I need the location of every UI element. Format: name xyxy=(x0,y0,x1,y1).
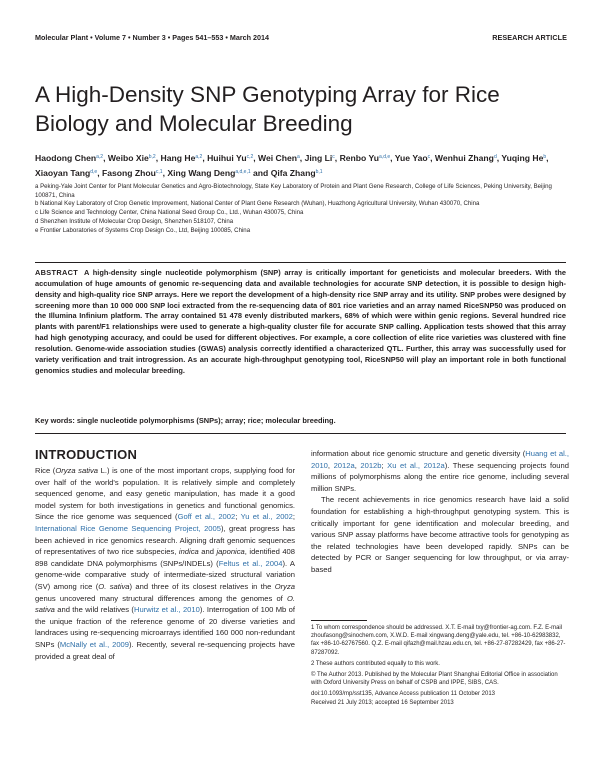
author-affiliation-marker[interactable]: c,2 xyxy=(246,154,254,160)
author-affiliation-marker[interactable]: a,2 xyxy=(96,154,104,160)
author-separator: , xyxy=(546,153,549,163)
body-text: ; xyxy=(292,512,295,522)
italic-term: O. sativa xyxy=(98,581,130,591)
author-name: Yue Yao xyxy=(394,153,428,163)
author-name: Weibo Xie xyxy=(107,153,149,163)
affiliation-a: a Peking-Yale Joint Center for Plant Molecular Genetics and Agro-Biotechnology, State Key Laboratory of Protein and Plant Gene Research, College of Life Sciences, Peking University, Beijing 100871, China xyxy=(35,183,552,199)
affiliation-d: d Shenzhen Institute of Molecular Crop Design, Shenzhen 518107, China xyxy=(35,217,234,225)
doi-line: doi:10.1093/mp/sst135, Advance Access publication 11 October 2013 xyxy=(311,691,496,698)
citation-link[interactable]: Feltus et al., 2004 xyxy=(218,558,283,568)
body-text: genus uncovered many structural differences among the genomes of xyxy=(35,593,287,603)
author-list xyxy=(35,151,570,180)
body-text: L.) is one of the most important crops, supplying food for over half of the world's population. It is relatively simple and completely sequenced genome, and easy genetic manipulation, has made it a good model system for both investigations in genetics and functional genomics. Since the rice genome was sequenced ( xyxy=(35,466,295,522)
introduction-paragraph-2: The recent achievements in rice genomics research have laid a solid foundation for establishing a high-throughput genotyping system. This is critically important for gene identification and molecular breeding, and various SNP assay platforms have become attractive tools for genotyping as the related technologies have been developed rapidly. SNPs can be detected by PCR or Sanger sequencing for low throughput, or via array-based xyxy=(311,495,569,574)
introduction-left-column xyxy=(35,465,295,662)
body-text: ). Recently, several re-sequencing projects have provided a great deal of xyxy=(35,639,295,661)
body-text: information about rice genomic structure and genetic diversity ( xyxy=(311,449,526,458)
body-text: , xyxy=(354,460,361,470)
body-text: ; xyxy=(235,512,241,522)
affiliation-b: b National Key Laboratory of Crop Genetic Improvement, National Center of Plant Gene Research (Wuhan), Huazhong Agricultural University, Wuhan 430070, China xyxy=(35,200,480,208)
author-separator: , xyxy=(496,153,502,163)
abstract-label: ABSTRACT xyxy=(35,268,79,277)
abstract-bottom-rule xyxy=(35,433,566,434)
author-separator: , xyxy=(155,153,161,163)
affiliation-e: e Frontier Laboratories of Systems Crop Design Co., Ltd, Beijing 100085, China xyxy=(35,226,251,234)
body-text: and the wild relatives ( xyxy=(54,605,134,615)
body-text: ). A genome-wide comparative study of intermediate-sized structural variation (SV) among rice ( xyxy=(35,558,295,591)
body-text: ), great progress has been achieved in rice genomics research. Aligning draft genomic sequences of representatives of two rice subspecies, xyxy=(35,523,295,557)
author-separator: , xyxy=(97,167,102,178)
body-text: ; xyxy=(381,460,388,470)
italic-term: Oryza xyxy=(274,581,295,591)
author-separator: , xyxy=(253,153,259,163)
body-text: and xyxy=(198,547,217,557)
author-separator: and xyxy=(250,167,271,178)
author-name: Qifa Zhang xyxy=(270,167,316,178)
author-affiliation-marker[interactable]: d xyxy=(493,154,497,160)
citation-link[interactable]: International Rice Genome Sequencing Project, 2005 xyxy=(35,523,221,533)
author-name: Wei Chen xyxy=(258,153,298,163)
introduction-paragraph-1 xyxy=(35,465,295,662)
body-text: ) and three of its closest relatives in the xyxy=(129,581,275,591)
citation-link[interactable]: McNally et al., 2009 xyxy=(59,639,129,649)
introduction-paragraph-1-continued xyxy=(311,448,569,494)
author-name: Renbo Yu xyxy=(339,153,380,163)
italic-term: japonica xyxy=(216,547,245,557)
footnote-correspondence: 1 To whom correspondence should be addressed. X.T. E-mail txy@frontier-ag.com. F.Z. E-mail zhoufasong@sinochem.com, X.W.D. E-mail xingwang.deng@yale.edu, tel. +86-10-62983832, fax +86-10-62767560. Q.Z. E-mail qifazh@mail.hzau.edu.cn, tel. +86-27-87282429, fax +86-27-87287092. xyxy=(311,625,566,656)
author-separator: , xyxy=(162,167,168,178)
abstract xyxy=(35,268,566,376)
citation-link[interactable]: Goff et al., 2002 xyxy=(177,512,236,522)
author-affiliation-marker[interactable]: b,1 xyxy=(315,168,323,175)
italic-term: Oryza sativa xyxy=(55,466,99,475)
author-name: Yuqing He xyxy=(501,153,544,163)
author-separator: , xyxy=(390,153,395,163)
author-affiliation-marker[interactable]: a xyxy=(297,154,300,160)
received-line: Received 21 July 2013; accepted 16 September 2013 xyxy=(311,699,454,706)
author-name: Xiaoyan Tang xyxy=(35,167,91,178)
keywords: Key words: single nucleotide polymorphisms (SNPs); array; rice; molecular breeding. xyxy=(35,416,336,425)
footnote-rule xyxy=(311,620,367,621)
body-text: , xyxy=(327,460,334,470)
author-affiliation-marker[interactable]: c xyxy=(332,154,335,160)
footnotes xyxy=(311,624,569,710)
author-affiliation-marker[interactable]: c xyxy=(427,154,431,160)
author-separator: , xyxy=(103,153,108,163)
affiliations xyxy=(35,183,570,235)
author-separator: , xyxy=(299,153,305,163)
author-name: Jing Li xyxy=(304,153,333,163)
abstract-top-rule xyxy=(35,262,566,263)
citation-link[interactable]: Huang et al., 2010 xyxy=(311,449,570,470)
author-affiliation-marker[interactable]: c,1 xyxy=(155,168,163,175)
article-type-label: RESEARCH ARTICLE xyxy=(492,33,567,42)
author-name: Fasong Zhou xyxy=(101,167,156,178)
body-text: , identified 408 898 candidate DNA polymorphisms (SNPs/INDELs) ( xyxy=(35,547,295,568)
introduction-right-column xyxy=(311,448,569,576)
body-text: ). These sequencing projects found millions of polymorphisms along the entire rice genome, including several million SNPs. xyxy=(311,460,569,493)
affiliation-c: c Life Science and Technology Center, China National Seed Group Co., Ltd., Wuhan 430075, China xyxy=(35,209,304,217)
citation-link[interactable]: 2012b xyxy=(360,460,382,470)
author-affiliation-marker[interactable]: a,2 xyxy=(195,154,203,160)
body-text: Rice ( xyxy=(35,466,56,475)
author-affiliation-marker[interactable]: a,d,e,1 xyxy=(235,168,251,175)
author-affiliation-marker[interactable]: a,d,e xyxy=(379,154,391,160)
citation-link[interactable]: Xu et al., 2012a xyxy=(387,460,445,470)
italic-term: O. sativa xyxy=(35,593,295,615)
article-title: A High-Density SNP Genotyping Array for Rice Biology and Molecular Breeding xyxy=(35,82,500,136)
citation-link[interactable]: Yu et al., 2002 xyxy=(240,512,293,522)
body-text: ). Interrogation of 100 Mb of the unique fraction of the reference genome of 20 diverse varieties and landraces using re-sequencing microarrays identified 160 000 non-redundant SNPs ( xyxy=(35,605,296,649)
author-affiliation-marker[interactable]: b xyxy=(543,154,547,160)
italic-term: indica xyxy=(178,547,199,557)
introduction-heading: INTRODUCTION xyxy=(35,447,138,462)
abstract-text: A high-density single nucleotide polymorphism (SNP) array is critically important for geneticists and molecular breeders. With the accumulation of huge amounts of genomic re-sequencing data and available technologies for accurate SNP detection, it is possible to design high-density and high-quality rice SNP arrays. Here we report the development of a high-density rice SNP array and its utility. SNP probes were designed by screening more than 10 000 000 SNP loci extracted from the re-sequencing data of 801 rice varieties and an array named RiceSNP50 was produced on the Illumina Infinium platform. The array contained 51 478 evenly distributed markers, 68% of which were within genic regions. Several hundred rice plants with parent/F1 relationships were used to generate a high-quality cluster file for accurate SNP calling. Application tests showed that this array had high genotyping accuracy, and could be used for different objectives. For example, a core collection of elite rice varieties was clustered with fine resolution. Genome-wide association studies (GWAS) analysis correctly identified a characterized QTL. Further, this array was successfully used for variety verification and trait introgression. As an accurate high-throughput genotyping tool, RiceSNP50 will play an important role in both functional genomics studies and molecular breeding. xyxy=(35,268,566,375)
author-separator: , xyxy=(430,153,435,163)
citation-link[interactable]: 2012a xyxy=(333,460,355,470)
author-affiliation-marker[interactable]: b,2 xyxy=(148,154,156,160)
journal-info: Molecular Plant • Volume 7 • Number 3 • Pages 541–553 • March 2014 xyxy=(35,33,270,42)
footnote-equal-contribution: 2 These authors contributed equally to this work. xyxy=(311,660,440,667)
author-affiliation-marker[interactable]: d,e xyxy=(90,168,98,175)
author-name: Xing Wang Deng xyxy=(167,167,236,178)
author-name: Huihui Yu xyxy=(207,153,247,163)
author-name: Wenhui Zhang xyxy=(434,153,494,163)
citation-link[interactable]: Hurwitz et al., 2010 xyxy=(133,605,200,615)
author-name: Hang He xyxy=(160,153,196,163)
author-separator: , xyxy=(334,153,340,163)
author-separator: , xyxy=(202,153,208,163)
author-name: Haodong Chen xyxy=(35,153,97,163)
copyright-notice: © The Author 2013. Published by the Molecular Plant Shanghai Editorial Office in association with Oxford University Press on behalf of CSPB and IPPE, SIBS, CAS. xyxy=(311,672,558,687)
